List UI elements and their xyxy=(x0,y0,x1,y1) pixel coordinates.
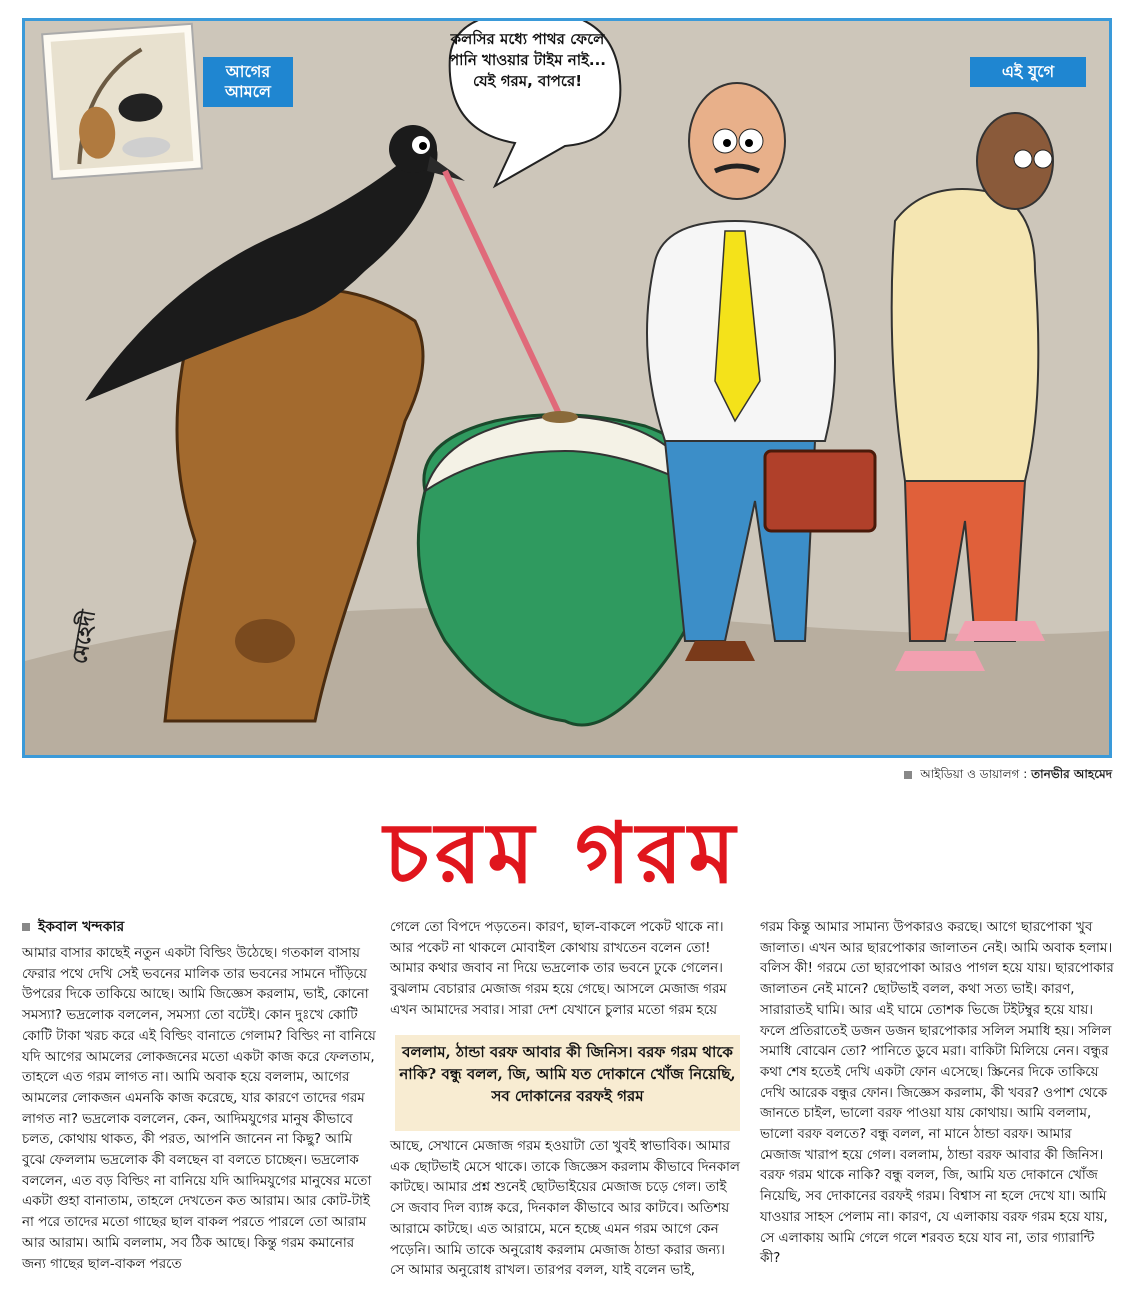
credit-name: তানভীর আহমেদ xyxy=(1031,767,1112,781)
byline xyxy=(22,915,124,939)
article-column-2 xyxy=(390,918,742,1022)
article-paragraph: আছে, সেখানে মেজাজ গরম হওয়াটা তো খুবই স্বাভাবিক। আমার এক ছোটভাই মেসে থাকে। তাকে জিজ্ঞেস করলাম কীভাবে দিনকাল কাটছে। আমার প্রশ্ন শুনেই ছোটভাইয়ের মেজাজ চড়ে গেল। তাই সে জবাব দিল ব্যাঙ্গ করে, দিনকাল কীভাবে আর কাটবে। অতিশয় আরামে কাটছে। এত আরামে, মনে হচ্ছে এমন গরম আগে কেন পড়েনি। আমি তাকে অনুরোধ করলাম মেজাজ ঠান্ডা করার জন্য। সে আমার অনুরোধ রাখল। তারপর বলল, যাই বলেন ভাই, xyxy=(390,1139,740,1279)
cartoon-illustration xyxy=(22,18,1112,758)
man-with-tie xyxy=(647,83,875,661)
cartoonist-signature: মেহেদী xyxy=(66,608,100,666)
article-paragraph: গেলে তো বিপদে পড়তেন। কারণ, ছাল-বাকলে পকেট থাকে না। আর পকেট না থাকলে মোবাইল কোথায় রাখতেন বলেন তো! আমার কথার জবাব না দিয়ে ভদ্রলোক তার ভবনে ঢুকে গেলেন। বুঝলাম বেচারার মেজাজ গরম হয়ে গেছে। আসলে মেজাজ গরম এখন আমাদের সবার। সারা দেশ যেখানে চুলার মতো গরম হয়ে xyxy=(390,920,727,1018)
old-era-tag: আগের আমলে xyxy=(203,57,293,107)
credit-label: আইডিয়া ও ডায়ালগ : xyxy=(920,767,1028,781)
credit-line xyxy=(904,766,1112,786)
this-era-tag: এই যুগে xyxy=(970,57,1086,87)
man-in-yellow-shirt xyxy=(892,113,1053,671)
cartoon-drawing xyxy=(25,21,1109,755)
article-column-2-continued xyxy=(390,1137,742,1282)
briefcase-icon xyxy=(765,451,875,531)
article-paragraph: গরম কিন্তু আমার সামান্য উপকারও করছে। আগে ছারপোকা খুব জালাত। এখন আর ছারপোকার জালাতন নেই। আমি অবাক হলাম। বলিস কী! গরমে তো ছারপোকা আরও পাগল হয়ে যায়। ছারপোকার জালাতন নেই মানে? ছোটভাই বলল, কথা সত্য ভাই। কারণ, সারারাতই ঘামি। আর এই ঘামে তোশক ভিজে টইটম্বুর হয়ে যায়। ফলে প্রতিরাতেই ডজন ডজন ছারপোকার সলিল সমাধি হয়। সলিল সমাধি বোঝেন তো? পানিতে ডুবে মরা। বাকিটা মিলিয়ে নেন। বন্ধুর কথা শেষ হতেই দেখি একটা ফোন এসেছে। স্ক্রিনের দিকে তাকিয়ে দেখি আরেক বন্ধুর ফোন। জিজ্ঞেস করলাম, কী খবর? ওপাশ থেকে জানতে চাইল, ভালো বরফ পাওয়া যায় কোথায়। আমি বললাম, ভালো বরফ বলতে? বন্ধু বলল, না মানে ঠান্ডা বরফ। আমার মেজাজ খারাপ হয়ে গেল। বললাম, ঠান্ডা বরফ আবার কী জিনিস। বরফ গরম থাকে নাকি? বন্ধু বলল, জি, আমি যত দোকানে খোঁজ নিয়েছি, সব দোকানের বরফই গরম। বিশ্বাস না হলে দেখে যা। আমি যাওয়ার সাহস পেলাম না। কারণ, যে এলাকায় বরফ গরম হয়ে যায়, সে এলাকায় আমি গেলে গলে শরবত হয়ে যাব না, তার গ্যারান্টি কী? xyxy=(760,920,1114,1267)
headline: চরম গরম xyxy=(383,803,742,902)
article-column-3 xyxy=(760,918,1114,1270)
square-bullet-icon xyxy=(22,923,30,931)
square-bullet-icon xyxy=(904,771,912,779)
article-paragraph: আমার বাসার কাছেই নতুন একটা বিল্ডিং উঠেছে। গতকাল বাসায় ফেরার পথে দেখি সেই ভবনের মালিক তার ভবনের সামনে দাঁড়িয়ে উপরের দিকে তাকিয়ে আছে। আমি জিজ্ঞেস করলাম, ভাই, কোনো সমস্যা? ভদ্রলোক বললেন, সমস্যা তো বটেই। কোন দুঃখে কোটি কোটি টাকা খরচ করে এই বিল্ডিং বানাতে গেলাম? বিল্ডিং না বানিয়ে যদি আগের আমলের লোকজনের মতো একটা কাজ করে ফেলতাম, তাহলে এত গরম লাগত না। আমি অবাক হয়ে বললাম, আগের আমলের লোকজন এমনকি কাজ করেছে, যার কারণে তাদের গরম লাগত না? ভদ্রলোক বললেন, কেন, আদিমযুগের মানুষ কীভাবে চলত, কোথায় থাকত, কী পরত, আপনি জানেন না কিছু? আমি বুঝে ফেললাম ভদ্রলোক কী বলছেন বা বলতে চাচ্ছেন। ভদ্রলোক বললেন, এত বড় বিল্ডিং না বানিয়ে যদি আদিমযুগের মানুষের মতো একটা গুহা বানাতাম, তাহলে দেখতেন কত আরাম। আর কোট-টাই না পরে তাদের মতো গাছের ছাল বাকল পরতে পারলে তো আরাম আর আরাম। আমি বললাম, সব ঠিক আছে। কিন্তু গরম কমানোর জন্য গাছের ছাল-বাকল পরতে xyxy=(22,946,376,1272)
old-fable-inset xyxy=(42,24,202,179)
article-column-1 xyxy=(22,944,378,1275)
speech-bubble-text: কলসির মধ্যে পাথর ফেলে পানি খাওয়ার টাইম নাই... যেই গরম, বাপরে! xyxy=(449,30,606,90)
pull-quote: বললাম, ঠান্ডা বরফ আবার কী জিনিস। বরফ গরম থাকে নাকি? বন্ধু বলল, জি, আমি যত দোকানে খোঁজ নিয়েছি, সব দোকানের বরফই গরম xyxy=(395,1035,740,1131)
author-name: ইকবাল খন্দকার xyxy=(38,919,125,935)
straw-icon xyxy=(445,171,560,416)
